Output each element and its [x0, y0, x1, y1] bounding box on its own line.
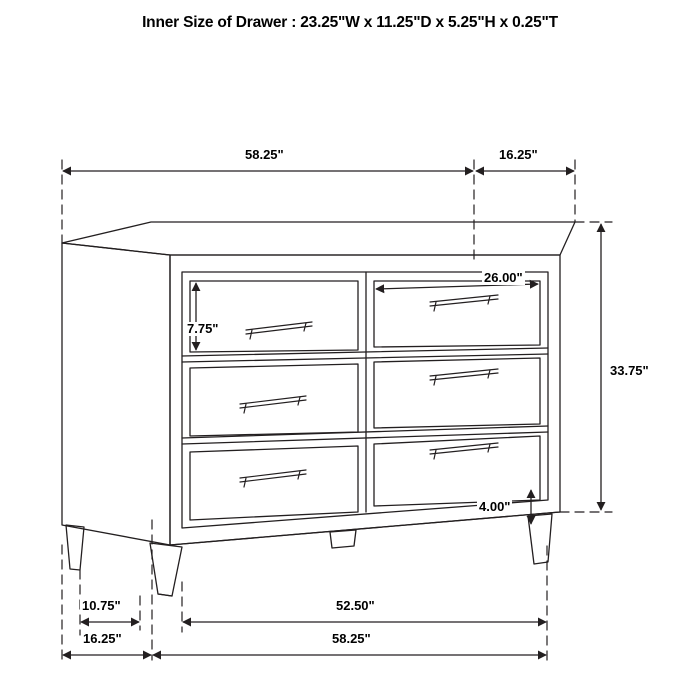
page-title: Inner Size of Drawer : 23.25"W x 11.25"D x 5.25"H x 0.25"T	[142, 14, 558, 31]
dim-side-depth: 16.25"	[83, 631, 122, 646]
dim-top-left-width: 58.25"	[245, 147, 284, 162]
dim-front-leg-span: 10.75"	[82, 598, 121, 613]
dim-top-right-depth: 16.25"	[499, 147, 538, 162]
dim-leg-clearance: 4.00"	[479, 499, 511, 514]
dim-drawer-front-width: 26.00"	[484, 270, 523, 285]
dim-overall-width: 58.25"	[332, 631, 371, 646]
dim-base-inner-width: 52.50"	[336, 598, 375, 613]
dim-drawer-front-height: 7.75"	[187, 321, 219, 336]
dim-overall-height: 33.75"	[610, 363, 649, 378]
